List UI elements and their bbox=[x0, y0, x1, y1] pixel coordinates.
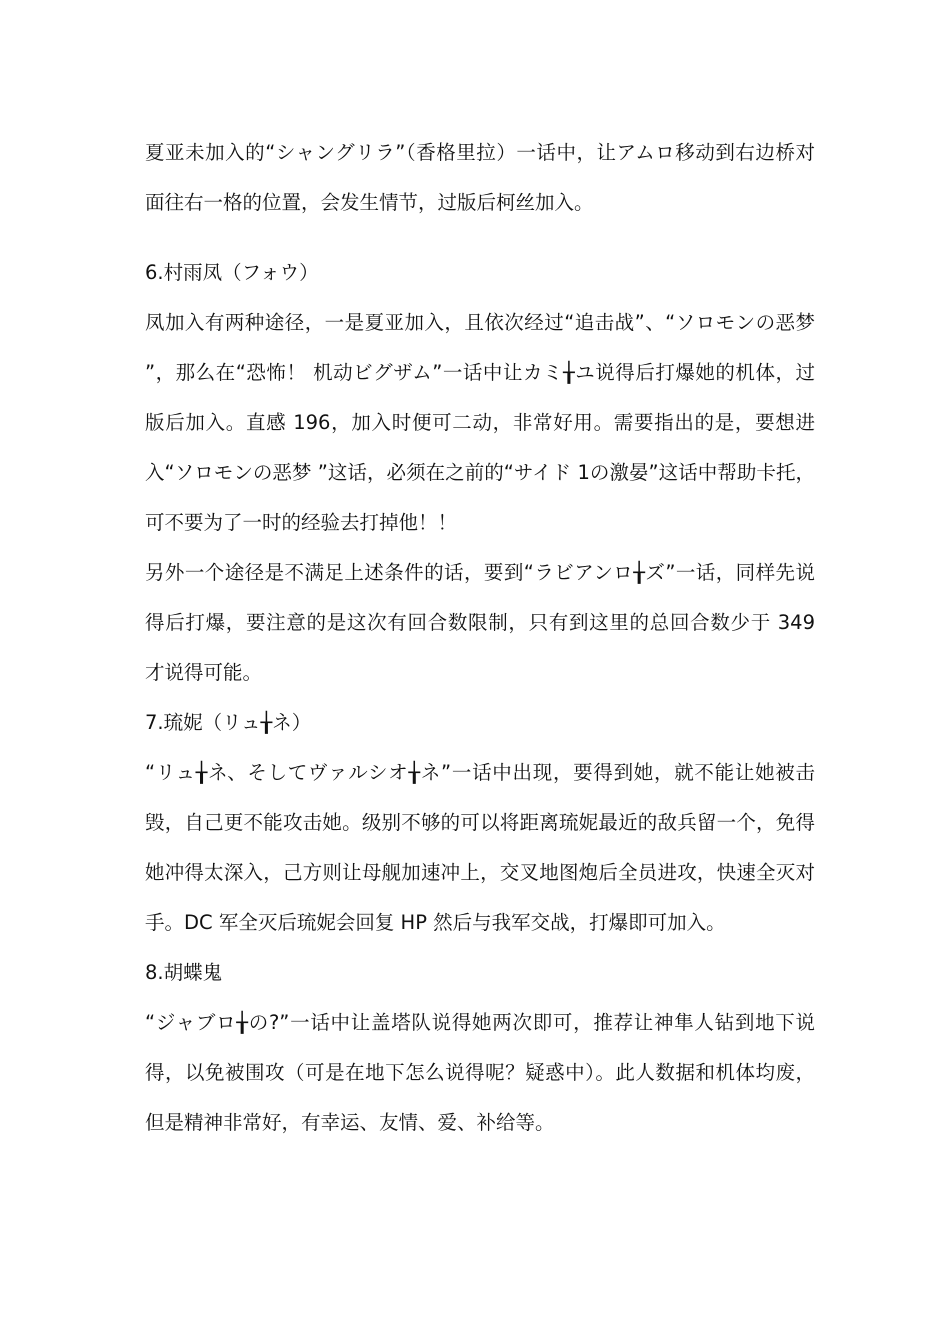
paragraph-shangrila-intro: 夏亚未加入的“シャングリラ”（香格里拉）一话中，让アムロ移动到右边桥对面往右一格的位置，会发生情节，过版后柯丝加入。 bbox=[145, 141, 815, 214]
paragraph-kochouki: “ジャブロ╁の?”一话中让盖塔队说得她两次即可，推荐让神隼人钻到地下说得，以免被围攻（可是在地下怎么说得呢？疑惑中）。此人数据和机体均废，但是精神非常好，有幸运、友情、爱、补给等。 bbox=[145, 1011, 815, 1134]
section-heading-four: 6.村雨凤（フォウ） bbox=[145, 261, 319, 284]
paragraph-four-route-two: 另外一个途径是不满足上述条件的话，要到“ラビアンロ╁ズ”一话，同样先说得后打爆，要注意的是这次有回合数限制，只有到这里的总回合数少于 349 才说得可能。 bbox=[145, 561, 815, 684]
document-body bbox=[145, 128, 815, 1148]
paragraph-rune: “リュ╁ネ、そしてヴァルシオ╁ネ”一话中出现，要得到她，就不能让她被击毁，自己更不能攻击她。级别不够的可以将距离琉妮最近的敌兵留一个，免得她冲得太深入，己方则让母舰加速冲上，交叉地图炮后全员进攻，快速全灭对手。DC 军全灭后琉妮会回复 HP 然后与我军交战，打爆即可加入。 bbox=[145, 761, 815, 934]
paragraph-four-route-one: 凤加入有两种途径，一是夏亚加入，且依次经过“追击战”、“ソロモンの恶梦 ”，那么在“恐怖！ 机动ビグザム”一话中让カミ╁ユ说得后打爆她的机体，过版后加入。直感 196，加入时便可二动，非常好用。需要指出的是，要想进入“ソロモンの恶梦 ”这话，必须在之前的“サイド 1の激晏”这话中帮助卡托，可不要为了一时的经验去打掉他！！ bbox=[145, 311, 815, 534]
section-heading-kochouki: 8.胡蝶鬼 bbox=[145, 961, 223, 984]
paragraph-spacer bbox=[145, 228, 815, 248]
section-heading-rune: 7.琉妮（リュ╁ネ） bbox=[145, 711, 312, 734]
